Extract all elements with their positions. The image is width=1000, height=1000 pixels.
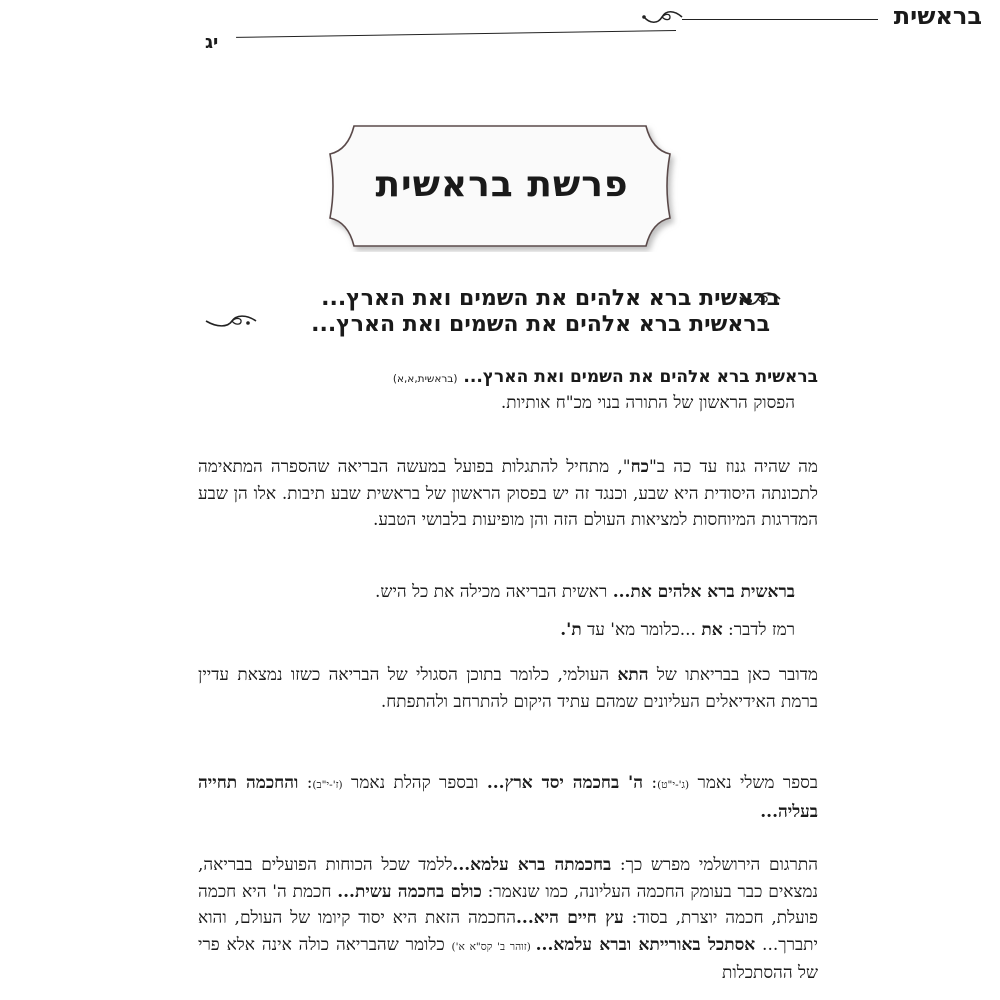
p4-bold-b: ת'. (560, 620, 582, 640)
p7-text-d: החכמה הזאת היא יסוד קיומו של העולם, והוא יתברך... (198, 908, 818, 955)
paragraph-4 (560, 620, 795, 640)
verse-text: בראשית ברא אלהים את השמים ואת הארץ... (463, 367, 818, 387)
p6-ref-b: (ז'-י"ב) (312, 779, 343, 791)
heading-end-flourish-icon (204, 310, 258, 332)
running-header-title: בראשית (893, 2, 982, 30)
verse-line (393, 367, 818, 387)
p2-bold: כח (630, 457, 649, 477)
p4-text-b: ...כלומר מא' עד (581, 620, 702, 640)
p7-ref: (זוהר ב' קס"א א') (451, 940, 536, 953)
p7-text-e: כלומר שהבריאה כולה אינה אלא פרי של ההסתכלות (198, 934, 818, 983)
p2-text-a: מה שהיה גנוז עד כה ב" (649, 457, 818, 477)
p5-bold: התא (617, 665, 649, 685)
p2-text-b: ", מתחיל להתגלות בפועל במעשה הבריאה שהספרה המתאימה לתכונתה היסודית היא שבע, וכנגד זה יש בפסוק הראשון של בראשית שבע תיבות. אלו הן שבע המדרגות המיוחסות למציאות העולם הזה והן מופיעות בלבושי הטבע. (198, 457, 818, 530)
header-rule (682, 19, 878, 20)
verse-reference: (בראשית,א,א) (392, 373, 458, 385)
p6-ref-a: (ג'-י"ט) (657, 779, 690, 791)
p6-text-b: ובספר קהלת נאמר (342, 773, 487, 793)
p7-bold-a: בחכמתה ברא עלמא... (452, 855, 612, 875)
paragraph-7 (198, 852, 818, 987)
p5-text-a: מדובר כאן בבריאתו של (648, 665, 818, 685)
paragraph-6 (198, 770, 818, 825)
section-heading-line1: בראשית ברא אלהים את השמים ואת הארץ... (321, 286, 780, 311)
header-flourish-icon (640, 6, 684, 28)
p7-bold-b: כולם בחכמה עשית... (337, 881, 482, 902)
p6-text-a: בספר משלי נאמר (689, 773, 818, 793)
p6-bold-b: והחכמה תחייה בעליה... (198, 773, 818, 822)
p6-colon-b: : (298, 773, 313, 793)
paragraph-5 (198, 662, 818, 715)
p4-bold-a: את (701, 620, 723, 640)
p7-text-a: התרגום הירושלמי מפרש כך: (611, 855, 819, 875)
p4-text-a: רמז לדבר: (722, 620, 795, 640)
p5-text-b: העולמי, כלומר בתוכן הסגולי של הבריאה כשזו נמצאת עדיין ברמת האידיאלים העליונים שמהם עתיד היקום להתרחב ולהתפתח. (198, 665, 818, 712)
p7-bold-c: עץ חיים היא... (515, 908, 624, 928)
p3-text: ראשית הבריאה מכילה את כל היש. (375, 582, 613, 602)
header-rule-lower (236, 30, 676, 38)
parsha-title: פרשת בראשית (375, 164, 629, 205)
p6-bold-a: ה' בחכמה יסד ארץ... (486, 773, 644, 793)
p6-colon-a: : (643, 773, 658, 793)
p3-bold: בראשית ברא אלהים את... (612, 582, 795, 602)
p7-text-b: ללמד שכל הכוחות הפועלים בבריאה, נמצאים כבר בעומק החכמה העליונה, כמו שנאמר: (198, 855, 819, 902)
p1-line2: הפסוק הראשון של התורה בנוי מכ"ח אותיות. (500, 393, 795, 413)
p7-text-c: חכמת ה' היא חכמה פועלת, חכמה יוצרת, בסוד: (198, 881, 818, 928)
paragraph-3 (375, 582, 795, 602)
paragraph-2 (198, 454, 818, 534)
p7-bold-d: אסתכל באורייתא וברא עלמא... (535, 934, 756, 955)
page-number: יג (205, 32, 219, 53)
section-heading-line2: בראשית ברא אלהים את השמים ואת הארץ... (311, 312, 770, 337)
